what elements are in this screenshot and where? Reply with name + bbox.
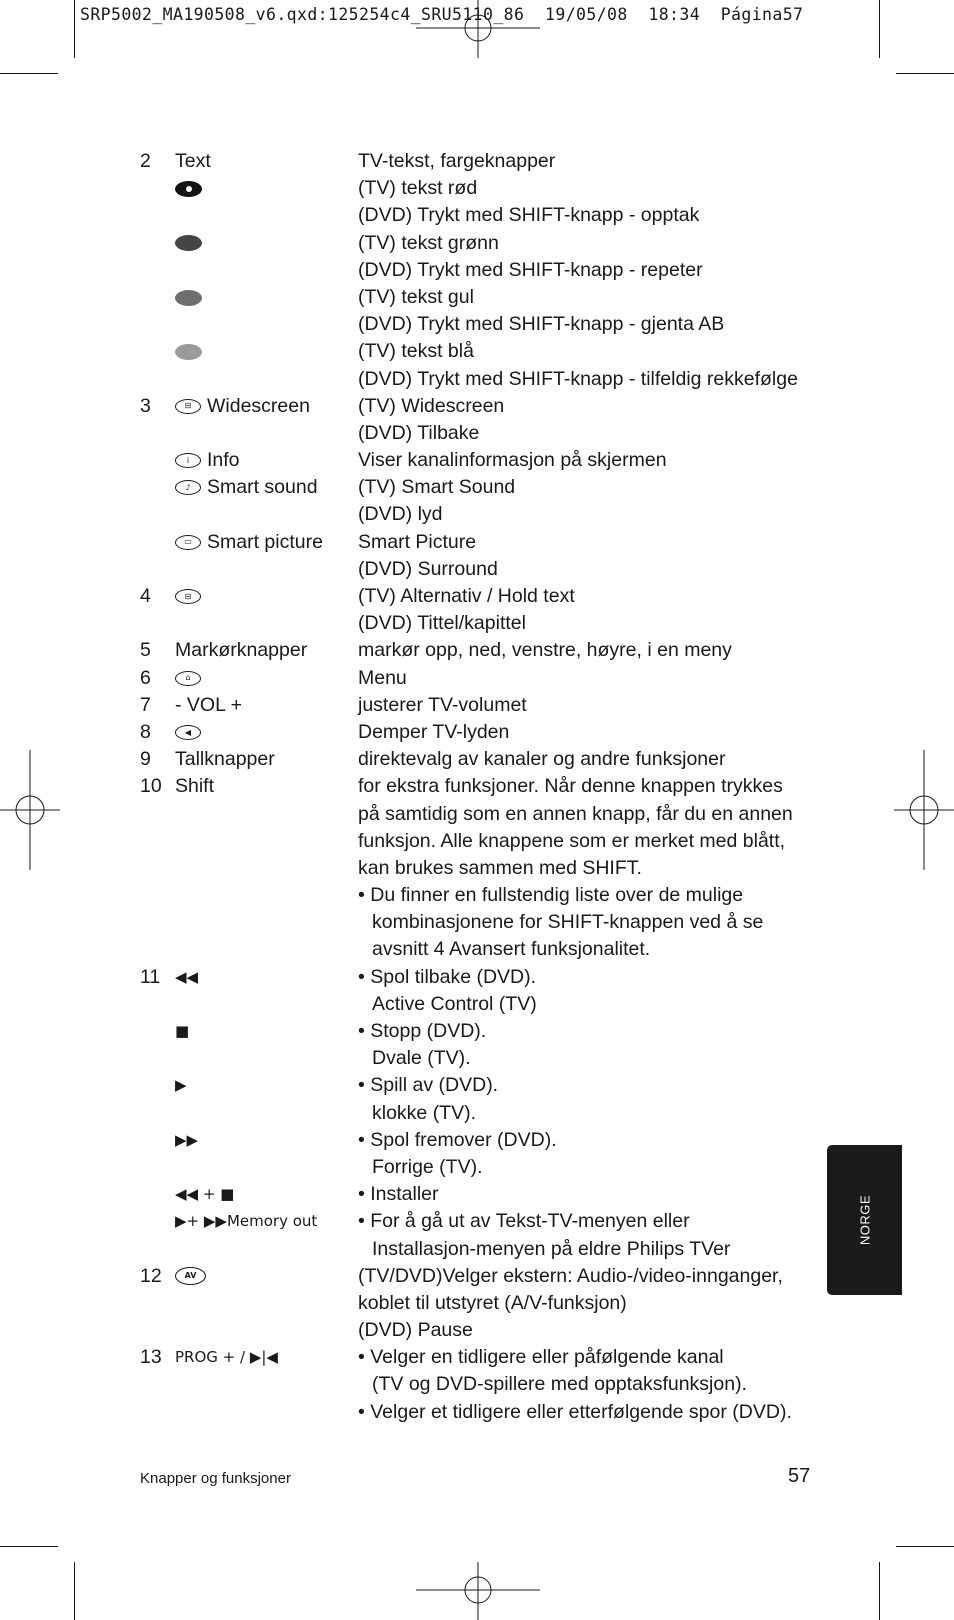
list-item: [140, 1263, 840, 1290]
av-icon: AV: [175, 1267, 206, 1285]
list-item: [140, 338, 840, 365]
function-description: (TV) tekst rød: [358, 177, 478, 200]
function-description: (DVD) Trykt med SHIFT-knapp - tilfeldig rekkefølge: [358, 367, 798, 390]
key-cell: [175, 1072, 187, 1099]
list-item: [140, 230, 840, 257]
list-item: [140, 964, 840, 991]
yellow-button-icon: [175, 290, 202, 306]
key-label: ▶+ ▶▶Memory out: [175, 1212, 318, 1231]
green-button-icon: [175, 235, 202, 251]
function-description: • Spill av (DVD).: [358, 1074, 499, 1097]
key-cell: [175, 284, 202, 311]
function-description: for ekstra funksjoner. Når denne knappen trykkes: [358, 775, 783, 798]
function-description: (DVD) Trykt med SHIFT-knapp - gjenta AB: [358, 313, 725, 336]
list-item: [140, 610, 840, 637]
item-number: 4: [140, 585, 151, 607]
key-cell: [175, 964, 198, 991]
list-item: [140, 1100, 840, 1127]
function-description: (TV og DVD-spillere med opptaksfunksjon).: [372, 1373, 747, 1396]
crop-mark: [74, 1562, 75, 1620]
list-item: [140, 583, 840, 610]
key-label: Smart picture: [207, 530, 323, 553]
language-tab-label: NORGE: [857, 1194, 872, 1246]
key-cell: [175, 1018, 189, 1045]
list-item: [140, 1045, 840, 1072]
key-cell: [175, 746, 275, 773]
crop-mark: [896, 73, 954, 74]
list-item: [140, 1371, 840, 1398]
list-item: [140, 175, 840, 202]
function-description: (TV) tekst grønn: [358, 231, 499, 254]
function-description: (DVD) Trykt med SHIFT-knapp - opptak: [358, 204, 700, 227]
item-number: 2: [140, 150, 151, 172]
menu-icon: ⌂: [175, 671, 201, 686]
function-description: markør opp, ned, venstre, høyre, i en meny: [358, 639, 732, 662]
function-description: (TV) Widescreen: [358, 394, 505, 417]
function-description: klokke (TV).: [372, 1101, 477, 1124]
function-description: Installasjon-menyen på eldre Philips TVer: [372, 1237, 731, 1260]
list-item: [140, 393, 840, 420]
list-item: [140, 447, 840, 474]
crop-mark: [879, 1562, 880, 1620]
function-description: Viser kanalinformasjon på skjermen: [358, 449, 667, 472]
function-description: TV-tekst, fargeknapper: [358, 150, 556, 172]
registration-mark-bottom: [416, 1560, 540, 1620]
function-description: • Du finner en fullstendig liste over de mulige: [358, 884, 744, 907]
key-label: Smart sound: [207, 476, 318, 499]
function-description: justerer TV-volumet: [358, 693, 527, 716]
key-cell: [175, 393, 310, 420]
function-description: Demper TV-lyden: [358, 720, 510, 743]
key-cell: [175, 1127, 198, 1154]
list-item: [140, 882, 840, 909]
function-description: (TV/DVD)Velger ekstern: Audio-/video-innganger,: [358, 1264, 783, 1287]
key-cell: [175, 637, 307, 664]
blue-button-icon: [175, 344, 202, 360]
registration-mark-right: [894, 750, 954, 870]
item-number: 13: [140, 1346, 162, 1369]
list-item: [140, 936, 840, 963]
key-label: ◀◀: [175, 967, 199, 986]
item-number: 6: [140, 666, 151, 689]
key-cell: [175, 230, 202, 257]
list-item: [140, 420, 840, 447]
key-label: Markørknapper: [175, 639, 308, 662]
widescreen-icon: ⊟: [175, 399, 201, 414]
list-item: [140, 801, 840, 828]
function-description: Active Control (TV): [372, 992, 537, 1015]
info-icon: i: [175, 453, 201, 468]
list-item: [140, 909, 840, 936]
function-description: avsnitt 4 Avansert funksjonalitet.: [372, 938, 651, 961]
key-label: Info: [207, 449, 240, 472]
crop-mark: [896, 1546, 954, 1547]
key-cell: [175, 1208, 317, 1235]
red-button-icon: [175, 181, 202, 197]
list-item: [140, 366, 840, 393]
function-description: (DVD) lyd: [358, 503, 443, 526]
list-item: [140, 1317, 840, 1344]
key-cell: [175, 148, 211, 175]
crop-mark: [0, 73, 58, 74]
hold-text-icon: ⊟: [175, 589, 201, 604]
smart-picture-icon: ▭: [175, 535, 201, 550]
function-description: • Velger et tidligere eller etterfølgende spor (DVD).: [358, 1400, 792, 1423]
item-number: 5: [140, 639, 151, 662]
key-cell: [175, 583, 207, 610]
function-description: (TV) tekst gul: [358, 285, 474, 308]
function-description: koblet til utstyret (A/V-funksjon): [358, 1291, 627, 1314]
key-label: ▶: [175, 1076, 187, 1095]
list-item: [140, 1154, 840, 1181]
key-label: Tallknapper: [175, 748, 275, 771]
list-item: [140, 692, 840, 719]
function-description: (DVD) Tilbake: [358, 421, 480, 444]
list-item: [140, 1399, 840, 1426]
function-description: (TV) Alternativ / Hold text: [358, 585, 575, 607]
list-item: [140, 719, 840, 746]
list-item: [140, 148, 840, 175]
crop-mark: [0, 1546, 58, 1547]
list-item: [140, 257, 840, 284]
function-description: (TV) Smart Sound: [358, 476, 516, 499]
function-description: Forrige (TV).: [372, 1155, 483, 1178]
key-label: ▶▶: [175, 1130, 199, 1149]
key-label: - VOL +: [175, 693, 243, 716]
button-function-list: [140, 148, 840, 1426]
registration-mark-top: [416, 0, 540, 60]
list-item: [140, 1236, 840, 1263]
function-description: (DVD) Tittel/kapittel: [358, 612, 526, 635]
key-label: Shift: [175, 775, 215, 798]
function-description: direktevalg av kanaler og andre funksjoner: [358, 748, 726, 771]
key-label: PROG + / ▶|◀: [175, 1348, 278, 1367]
list-item: [140, 556, 840, 583]
key-cell: [175, 773, 214, 800]
key-cell: [175, 1181, 234, 1208]
list-item: [140, 202, 840, 229]
list-item: [140, 1127, 840, 1154]
page-number: 57: [788, 1465, 811, 1487]
print-slug-header: SRP5002_MA190508_v6.qxd:125254c4_SRU5110_86 19/05/08 18:34 Página57: [80, 5, 804, 24]
list-item: [140, 991, 840, 1018]
list-item: [140, 828, 840, 855]
key-cell: [175, 692, 242, 719]
list-item: [140, 637, 840, 664]
list-item: [140, 529, 840, 556]
function-description: Dvale (TV).: [372, 1047, 471, 1070]
list-item: [140, 1208, 840, 1235]
list-item: [140, 746, 840, 773]
list-item: [140, 665, 840, 692]
key-cell: [175, 529, 323, 556]
key-label: Widescreen: [207, 394, 310, 417]
list-item: [140, 1344, 840, 1371]
item-number: 8: [140, 720, 151, 743]
function-description: (DVD) Trykt med SHIFT-knapp - repeter: [358, 258, 703, 281]
smart-sound-icon: ♪: [175, 480, 201, 495]
key-cell: [175, 665, 207, 692]
key-cell: [175, 175, 202, 202]
function-description: Smart Picture: [358, 530, 477, 553]
function-description: • For å gå ut av Tekst-TV-menyen eller: [358, 1210, 690, 1233]
key-cell: [175, 719, 207, 746]
item-number: 12: [140, 1264, 162, 1287]
list-item: [140, 1181, 840, 1208]
item-number: 10: [140, 775, 162, 798]
list-item: [140, 501, 840, 528]
list-item: [140, 855, 840, 882]
function-description: kan brukes sammen med SHIFT.: [358, 856, 642, 879]
key-cell: [175, 338, 202, 365]
function-description: (DVD) Surround: [358, 557, 498, 580]
crop-mark: [74, 0, 75, 58]
function-description: • Installer: [358, 1183, 439, 1206]
key-label: ■: [175, 1022, 190, 1040]
function-description: • Spol tilbake (DVD).: [358, 965, 537, 988]
list-item: [140, 1018, 840, 1045]
function-description: (TV) tekst blå: [358, 340, 474, 363]
mute-icon: ◀: [175, 725, 201, 740]
registration-mark-left: [0, 750, 60, 870]
item-number: 3: [140, 394, 151, 417]
function-description: på samtidig som en annen knapp, får du en annen: [358, 802, 793, 825]
key-cell: [175, 1344, 278, 1371]
list-item: [140, 1290, 840, 1317]
function-description: Menu: [358, 666, 407, 689]
language-side-tab: [827, 1145, 902, 1295]
item-number: 9: [140, 748, 151, 771]
footer-section-title: Knapper og funksjoner: [140, 1470, 291, 1487]
key-cell: [175, 474, 318, 501]
function-description: (DVD) Pause: [358, 1319, 473, 1342]
list-item: [140, 474, 840, 501]
function-description: • Velger en tidligere eller påfølgende kanal: [358, 1346, 724, 1369]
list-item: [140, 773, 840, 800]
key-cell: [175, 447, 240, 474]
list-item: [140, 311, 840, 338]
key-label: ◀◀ + ■: [175, 1185, 235, 1204]
crop-mark: [879, 0, 880, 58]
key-cell: [175, 1263, 206, 1290]
function-description: kombinasjonene for SHIFT-knappen ved å se: [372, 911, 764, 934]
item-number: 7: [140, 693, 151, 716]
item-number: 11: [140, 965, 161, 988]
list-item: [140, 284, 840, 311]
function-description: • Stopp (DVD).: [358, 1020, 487, 1042]
list-item: [140, 1072, 840, 1099]
function-description: • Spol fremover (DVD).: [358, 1128, 557, 1151]
function-description: funksjon. Alle knappene som er merket med blått,: [358, 829, 786, 852]
key-label: Text: [175, 150, 211, 172]
